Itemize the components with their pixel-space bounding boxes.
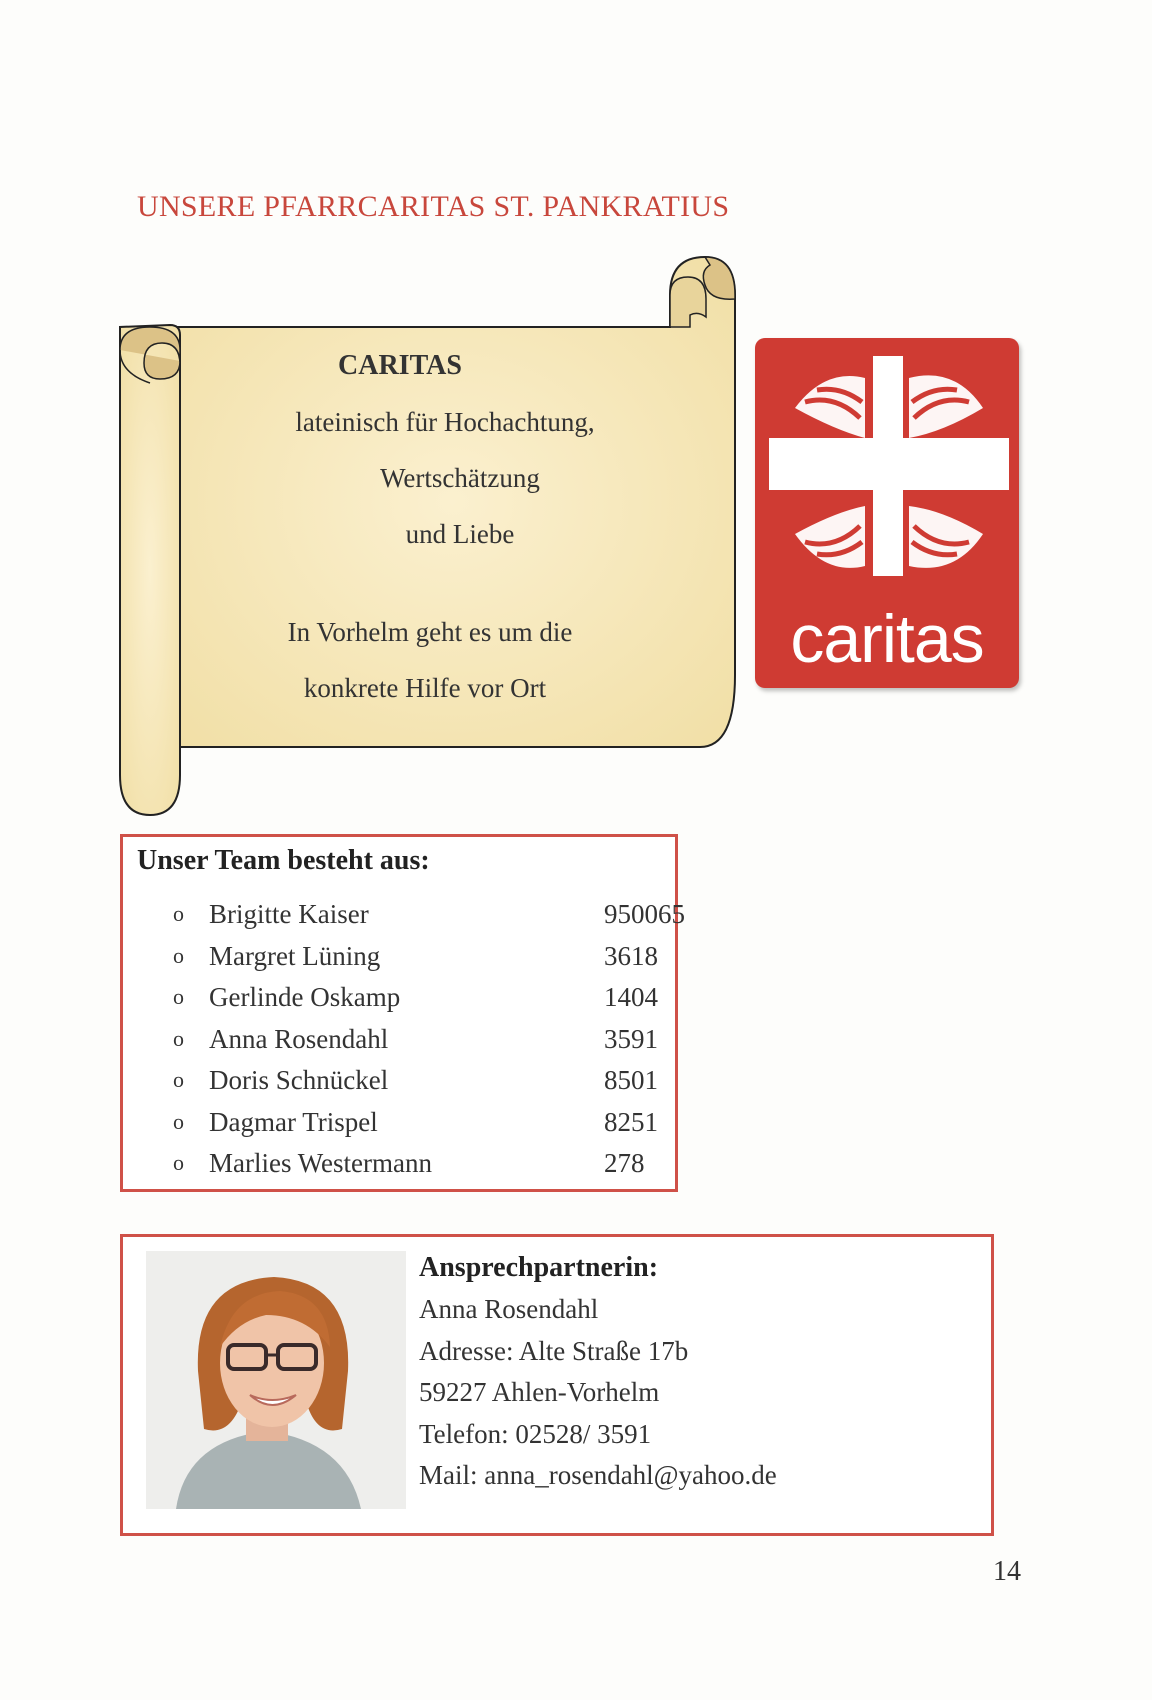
bullet-icon: o [173,1108,184,1134]
page-title: UNSERE PFARRCARITAS ST. PANKRATIUS [137,190,730,223]
caritas-cross-icon [755,338,1019,602]
contact-name: Anna Rosendahl [419,1294,599,1324]
contact-heading: Ansprechpartnerin: [419,1252,659,1283]
scroll-line: konkrete Hilfe vor Ort [303,673,547,703]
team-member-phone: 3591 [604,1023,658,1054]
caritas-logo [755,338,1019,688]
team-member-name: Brigitte Kaiser [209,899,369,929]
scroll-line: Wertschätzung [380,463,540,493]
bullet-icon: o [173,942,184,968]
team-member-phone: 950065 [604,899,685,929]
team-member-phone: 8501 [604,1065,658,1095]
team-member-phone: 278 [604,1148,645,1178]
team-member-name: Marlies Westermann [209,1148,433,1178]
team-member-name: Anna Rosendahl [209,1023,389,1054]
team-member-name: Doris Schnückel [209,1065,389,1095]
contact-mail[interactable]: Mail: anna_rosendahl@yahoo.de [419,1460,777,1490]
team-box [120,834,685,1192]
contact-city: 59227 Ahlen-Vorhelm [419,1377,660,1407]
scroll-line: und Liebe [405,519,515,549]
bullet-icon: o [173,901,184,926]
contact-box [120,1234,994,1536]
team-member-phone: 8251 [604,1106,658,1137]
team-member-name: Margret Lüning [209,940,381,971]
contact-text [419,1247,777,1497]
bullet-icon: o [173,984,184,1009]
scroll-line: lateinisch für Hochachtung, [295,407,595,437]
contact-photo [146,1251,406,1509]
contact-address: Adresse: Alte Straße 17b [419,1335,689,1366]
team-heading: Unser Team besteht aus: [137,845,430,876]
scroll-text [190,350,730,716]
bullet-icon: o [173,1025,184,1051]
team-member-name: Gerlinde Oskamp [209,982,401,1012]
page-number: 14 [993,1556,1021,1587]
team-member-phone: 3618 [604,940,658,971]
scroll-line: In Vorhelm geht es um die [287,617,573,647]
team-member-phone: 1404 [604,982,658,1012]
contact-phone: Telefon: 02528/ 3591 [419,1418,652,1449]
bullet-icon: o [173,1067,184,1092]
team-member-name: Dagmar Trispel [209,1106,378,1137]
bullet-icon: o [173,1150,184,1175]
caritas-wordmark: caritas [790,601,984,677]
scroll-heading: CARITAS [338,350,462,381]
